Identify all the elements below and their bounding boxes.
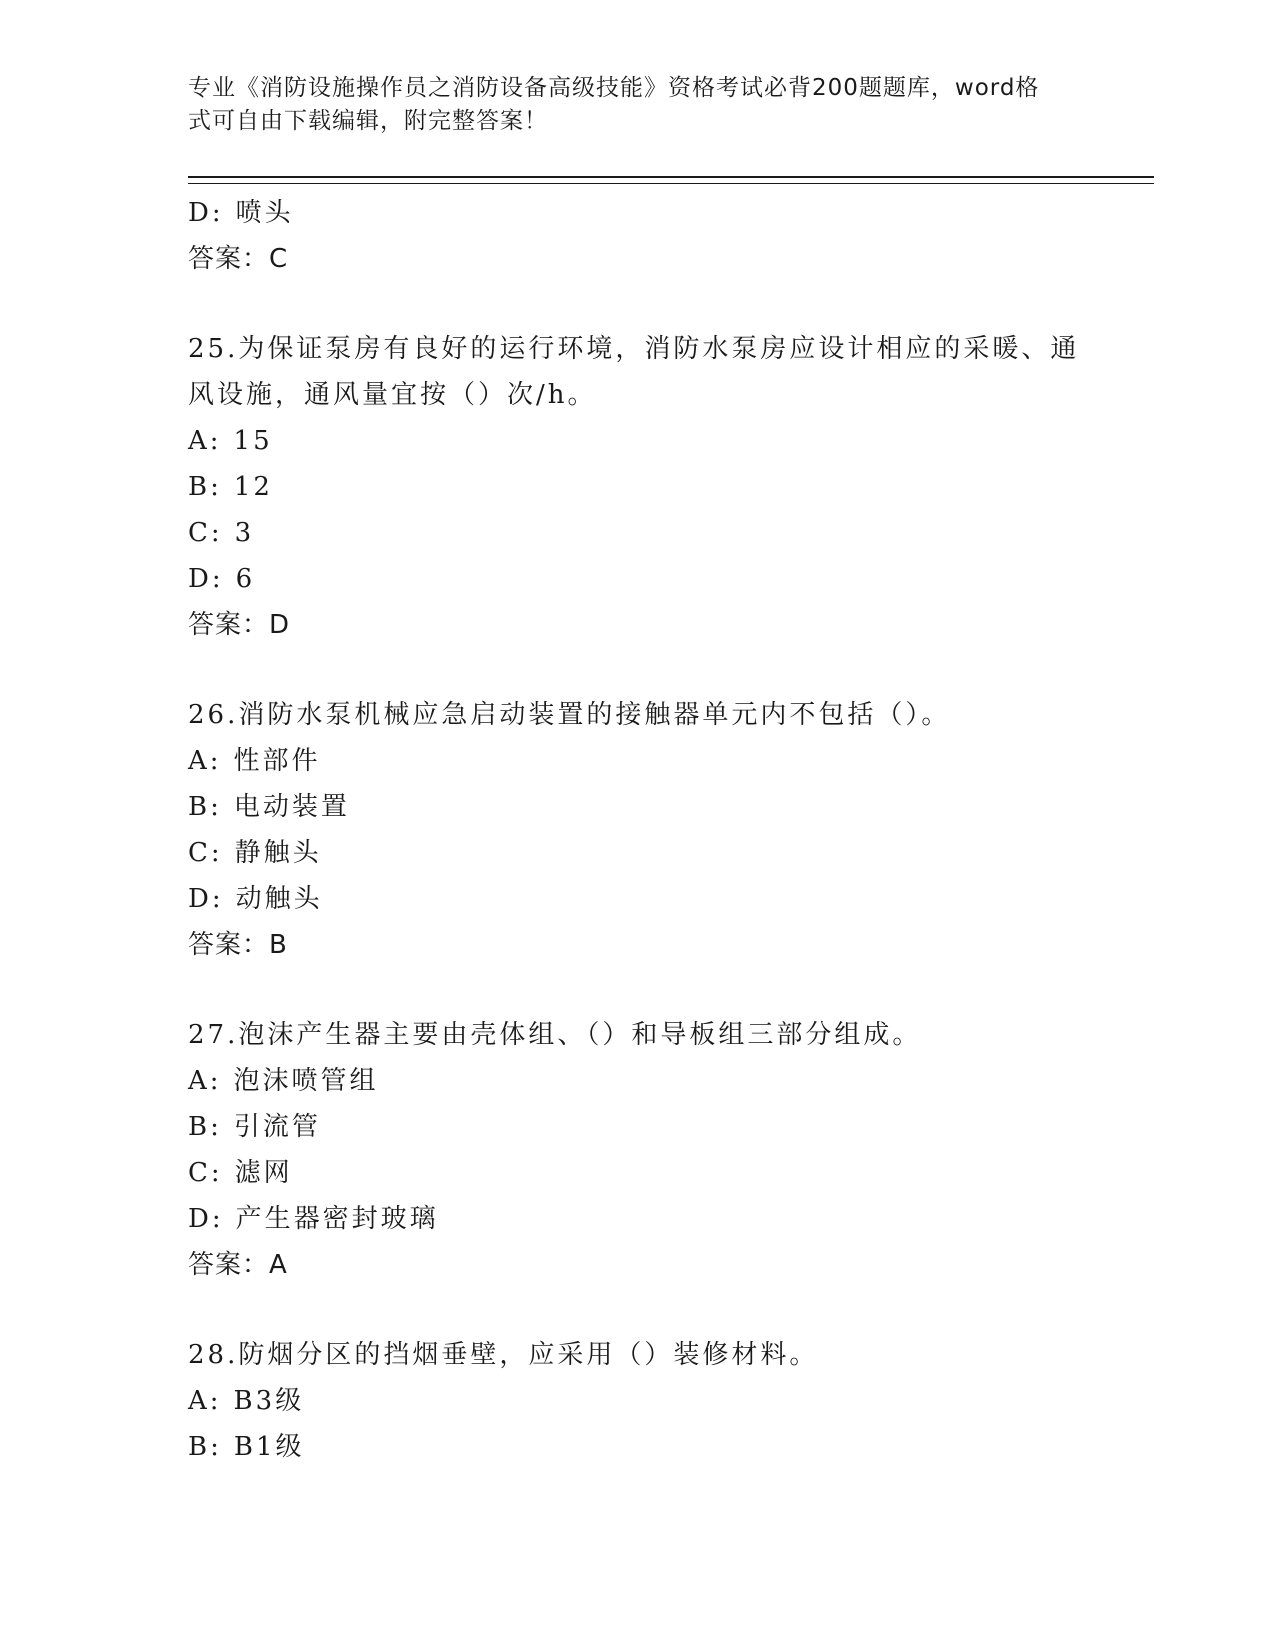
option-text: B3级 (233, 1386, 305, 1416)
option-label: A: (188, 746, 222, 776)
answer: 答案：B (188, 930, 288, 960)
option-b (188, 464, 1088, 510)
option-b (188, 1424, 1088, 1470)
question-26 (188, 692, 1088, 968)
option-a (188, 738, 1088, 784)
option-label: D: (188, 564, 224, 594)
option-label: B: (188, 792, 222, 822)
option-label: D: (188, 198, 224, 228)
option-text: 滤网 (234, 1158, 293, 1188)
question-25 (188, 326, 1088, 648)
option-d (188, 556, 1088, 602)
option-text: 6 (235, 564, 256, 594)
option-a (188, 418, 1088, 464)
option-b (188, 1104, 1088, 1150)
spacer (188, 282, 1088, 326)
option-text: 引流管 (233, 1112, 321, 1142)
option-text: B1级 (233, 1432, 305, 1462)
option-c (188, 510, 1088, 556)
option-label: B: (188, 472, 222, 502)
question-text-line-1: 27.泡沫产生器主要由壳体组、（）和导板组三部分组成。 (188, 1020, 922, 1050)
option-label: C: (188, 1158, 223, 1188)
answer: 答案：D (188, 610, 291, 640)
question-text-line-2: 风设施，通风量宜按（）次/h。 (188, 380, 597, 410)
option-text: 12 (233, 472, 273, 502)
option-a (188, 1378, 1088, 1424)
option-label: A: (188, 1386, 222, 1416)
header-line-1: 专业《消防设施操作员之消防设备高级技能》资格考试必背200题题库，word格 (188, 75, 1040, 101)
option-text: 动触头 (235, 884, 323, 914)
header-line-2: 式可自由下载编辑，附完整答案！ (188, 108, 548, 134)
prev-question-answer: 答案：C (188, 244, 289, 274)
option-d (188, 1196, 1088, 1242)
option-label: A: (188, 426, 222, 456)
option-text: 产生器密封玻璃 (235, 1204, 439, 1234)
question-text-line-1: 25.为保证泵房有良好的运行环境，消防水泵房应设计相应的采暖、通 (188, 334, 1080, 364)
answer: 答案：A (188, 1250, 288, 1280)
option-label: C: (188, 518, 223, 548)
spacer (188, 968, 1088, 1012)
option-text: 静触头 (234, 838, 322, 868)
option-a (188, 1058, 1088, 1104)
option-label: B: (188, 1112, 222, 1142)
option-label: B: (188, 1432, 222, 1462)
option-text: 喷头 (235, 198, 294, 228)
document-header (188, 72, 1068, 138)
prev-question-option-d (188, 190, 1088, 236)
option-b (188, 784, 1088, 830)
option-label: D: (188, 1204, 224, 1234)
spacer (188, 1288, 1088, 1332)
header-divider-thin (188, 183, 1154, 184)
header-divider-thick (188, 176, 1154, 178)
option-text: 性部件 (233, 746, 321, 776)
option-label: C: (188, 838, 223, 868)
question-text-line-1: 26.消防水泵机械应急启动装置的接触器单元内不包括（）。 (188, 700, 951, 730)
option-c (188, 1150, 1088, 1196)
option-text: 3 (234, 518, 255, 548)
question-text-line-1: 28.防烟分区的挡烟垂壁，应采用（）装修材料。 (188, 1340, 819, 1370)
option-text: 泡沫喷管组 (233, 1066, 379, 1096)
spacer (188, 648, 1088, 692)
option-label: D: (188, 884, 224, 914)
question-28 (188, 1332, 1088, 1470)
option-text: 15 (233, 426, 273, 456)
question-27 (188, 1012, 1088, 1288)
option-d (188, 876, 1088, 922)
option-text: 电动装置 (233, 792, 350, 822)
option-c (188, 830, 1088, 876)
option-label: A: (188, 1066, 222, 1096)
question-list (188, 190, 1088, 1470)
